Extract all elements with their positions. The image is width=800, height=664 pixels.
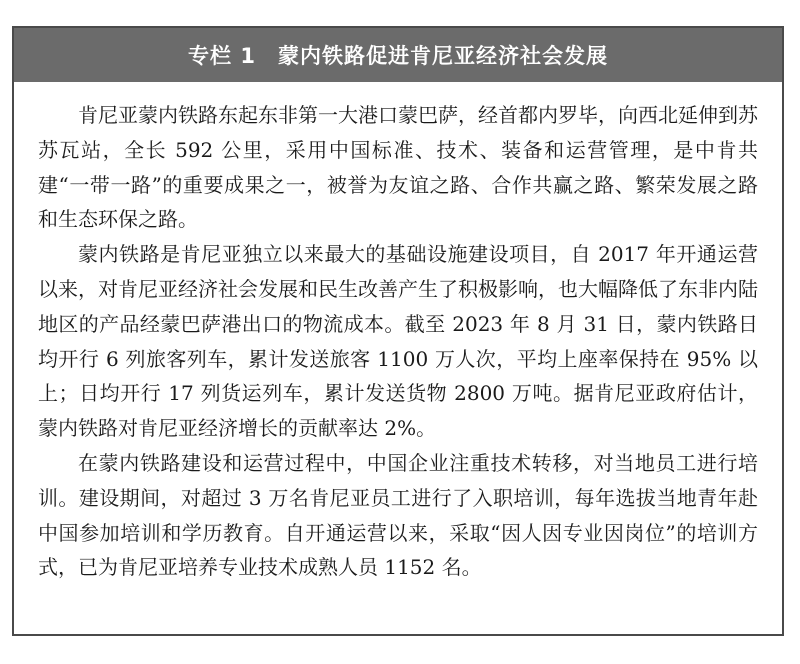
- sidebar-box: [12, 26, 784, 636]
- box-label: 专栏 1: [188, 44, 256, 68]
- box-content: [14, 82, 782, 585]
- paragraph-2: 蒙内铁路是肯尼亚独立以来最大的基础设施建设项目，自 2017 年开通运营以来，对肯尼亚经济社会发展和民生改善产生了积极影响，也大幅降低了东非内陆地区的产品经蒙巴萨港出口的物流成本。截至 2023 年 8 月 31 日，蒙内铁路日均开行 6 列旅客列车，累计发送旅客 1100 万人次，平均上座率保持在 95% 以上；日均开行 17 列货运列车，累计发送货物 2800 万吨。据肯尼亚政府估计，蒙内铁路对肯尼亚经济增长的贡献率达 2%。: [38, 242, 758, 441]
- box-title: [188, 40, 608, 70]
- paragraph-1: 肯尼亚蒙内铁路东起东非第一大港口蒙巴萨，经首都内罗毕，向西北延伸到苏苏瓦站，全长 592 公里，采用中国标准、技术、装备和运营管理，是中肯共建“一带一路”的重要成果之一，被誉为友谊之路、合作共赢之路、繁荣发展之路和生态环保之路。: [38, 103, 758, 232]
- box-heading: 蒙内铁路促进肯尼亚经济社会发展: [277, 44, 608, 68]
- box-header: [14, 28, 782, 82]
- paragraph-3: 在蒙内铁路建设和运营过程中，中国企业注重技术转移，对当地员工进行培训。建设期间，对超过 3 万名肯尼亚员工进行了入职培训，每年选拔当地青年赴中国参加培训和学历教育。自开通运营以来，采取“因人因专业因岗位”的培训方式，已为肯尼亚培养专业技术成熟人员 1152 名。: [38, 450, 758, 580]
